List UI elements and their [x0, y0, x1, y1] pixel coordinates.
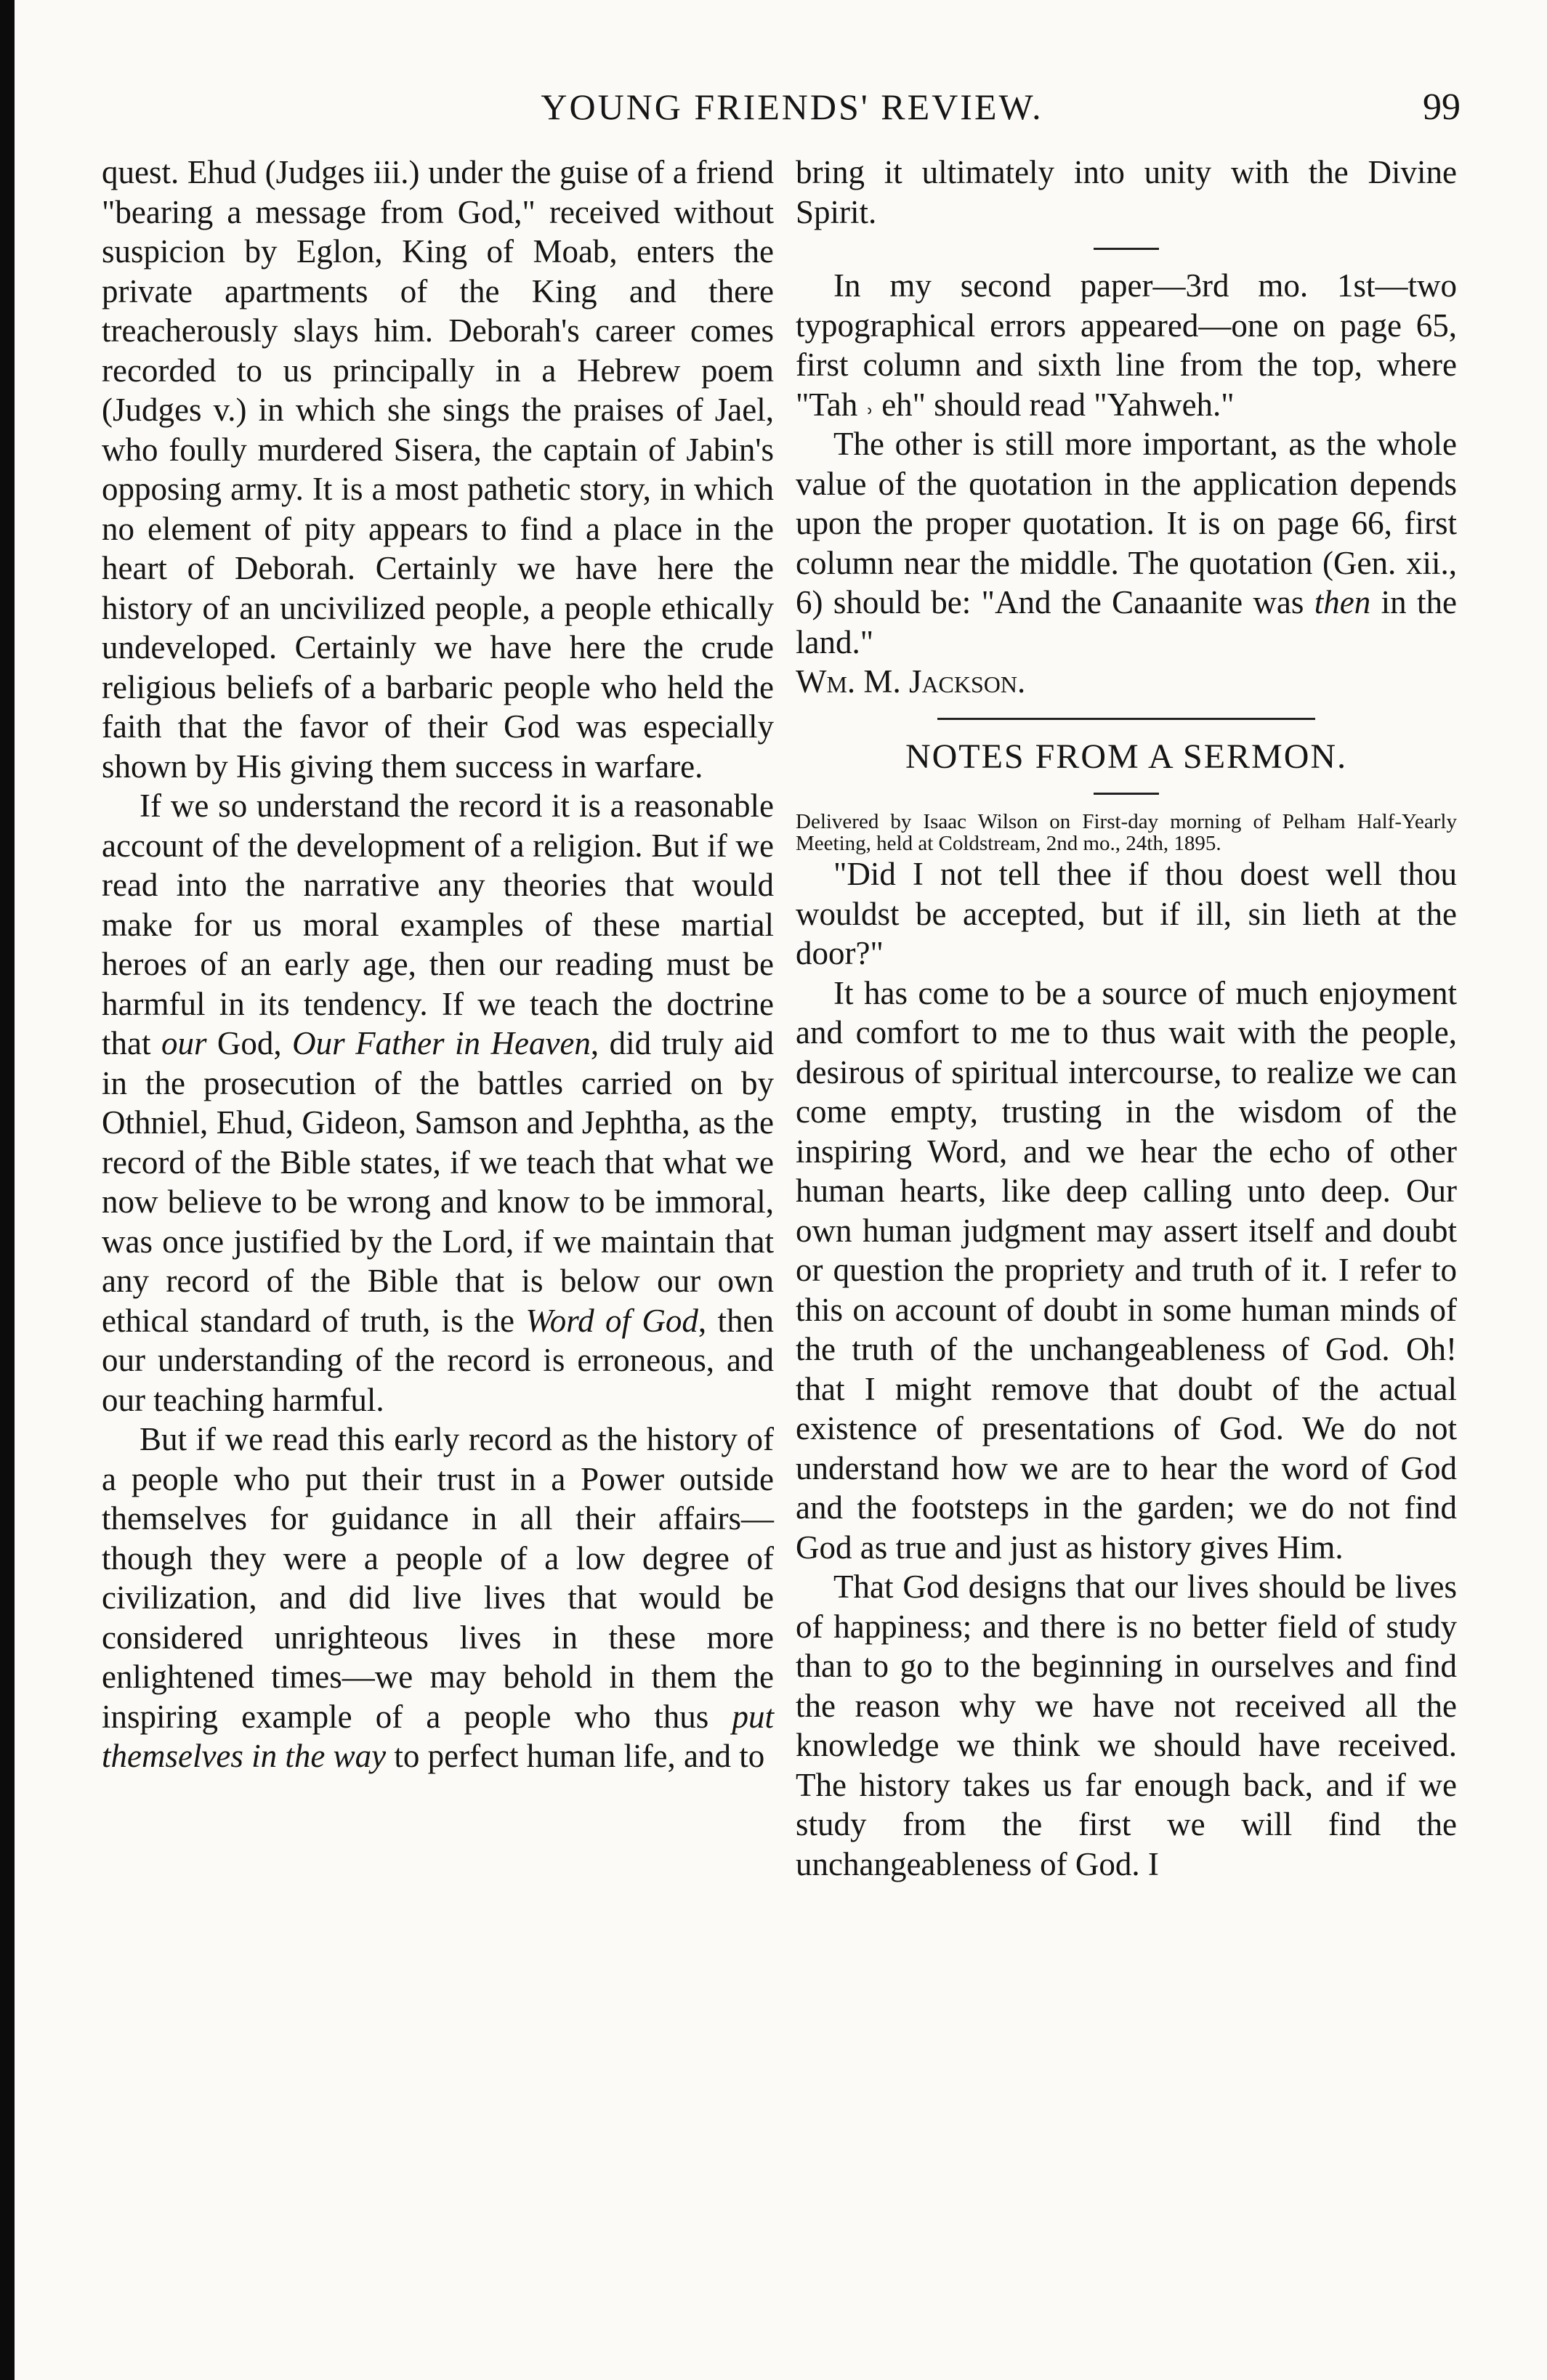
journal-title: YOUNG FRIENDS' REVIEW. — [541, 86, 1043, 127]
section-divider — [1094, 248, 1159, 250]
emphasis: put themselves in the way — [102, 1698, 774, 1774]
paragraph: quest. Ehud (Judges iii.) under the guise of a friend "bearing a message from God," received without suspicion by Eglon, King of Moab, enters the private apartments of the King and there treacherously slays him. Deborah's career comes recorded to us principally in a Hebrew poem (Judges v.) in which she sings the praises of Jael, who foully murdered Sisera, the captain of Jabin's opposing army. It is a most pathetic story, in which no element of pity appears to find a place in the heart of Deborah. Certainly we have here the history of an uncivilized people, a people ethically undeveloped. Certainly we have here the crude religious beliefs of a barbaric people who held the faith that the favor of their God was especially shown by His giving them success in warfare. — [102, 154, 774, 785]
emphasis: Our Father in Heaven — [292, 1025, 591, 1061]
section-title: NOTES FROM A SERMON. — [905, 737, 1348, 776]
paragraph: It has come to be a source of much enjoyment and comfort to me to thus wait with the people, desirous of spiritual intercourse, to realize we can come empty, trusting in the wisdom of the inspiring Word, and we hear the echo of other human hearts, like deep calling unto deep. Our own human judgment may assert itself and doubt or question the propriety and truth of it. I refer to this on account of doubt in some human minds of the truth of the unchangeableness of God. Oh! that I might remove that doubt of the actual existence of presentations of God. We do not understand how we are to hear the word of God and the footsteps in the garden; we do not find God as true and just as history gives Him. — [796, 974, 1457, 1566]
emphasis: Word of God — [525, 1302, 698, 1339]
paragraph: The other is still more important, as the whole value of the quotation in the application depends upon the proper quotation. It is on page 66, first column near the middle. The quotation (Gen. xii., 6) should be: "And the Canaanite was then in the land." — [796, 426, 1457, 660]
paragraph: If we so understand the record it is a reasonable account of the development of a religion. But if we read into the narrative any theories that would make for us moral examples of these martial heroes of an early age, then our reading must be harmful in its tendency. If we teach the doctrine that our God, Our Father in Heaven, did truly aid in the prosecution of the battles carried on by Othniel, Ehud, Gideon, Samson and Jephtha, as the record of the Bible states, if we teach that what we now believe to be wrong and know to be immoral, was once justified by the Lord, if we maintain that any record of the Bible that is below our own ethical standard of truth, is the Word of God, then our understanding of the record is erroneous, and our teaching harmful. — [102, 788, 774, 1418]
paragraph: But if we read this early record as the history of a people who put their trust in a Power outside themselves for guidance in all their affairs—though they were a people of a low degree of civilization, and did live lives that would be considered unrighteous lives in these more enlightened times—we may behold in them the inspiring example of a people who thus put themselves in the way to perfect human life, and to — [102, 1421, 774, 1774]
emphasis: then — [1314, 584, 1371, 620]
paragraph: In my second paper—3rd mo. 1st—two typographical errors appeared—one on page 65, first column and sixth line from the top, where "Tah ˒ eh" should read "Yahweh." — [796, 267, 1457, 423]
title-divider — [1094, 793, 1159, 795]
section-divider — [937, 718, 1315, 720]
scripture-quote: "Did I not tell thee if thou doest well thou wouldst be accepted, but if ill, sin lieth at the door?" — [796, 856, 1457, 971]
emphasis: our — [161, 1025, 207, 1061]
paragraph: That God designs that our lives should be lives of happiness; and there is no better field of study than to go to the beginning in ourselves and find the reason why we have not received all the knowledge we think we should have received. The history takes us far enough back, and if we study from the first we will find the unchangeableness of God. I — [796, 1569, 1457, 1882]
right-column — [796, 153, 1457, 1884]
running-header — [102, 86, 1482, 137]
left-column — [102, 153, 774, 1776]
signature: Wm. M. Jackson. — [796, 663, 1026, 700]
page-number: 99 — [1423, 86, 1461, 128]
paragraph: bring it ultimately into unity with the Divine Spirit. — [796, 154, 1457, 230]
page-edge-shadow — [0, 0, 15, 2380]
delivery-note: Delivered by Isaac Wilson on First-day morning of Pelham Half-Yearly Meeting, held at Coldstream, 2nd mo., 24th, 1895. — [796, 810, 1457, 855]
